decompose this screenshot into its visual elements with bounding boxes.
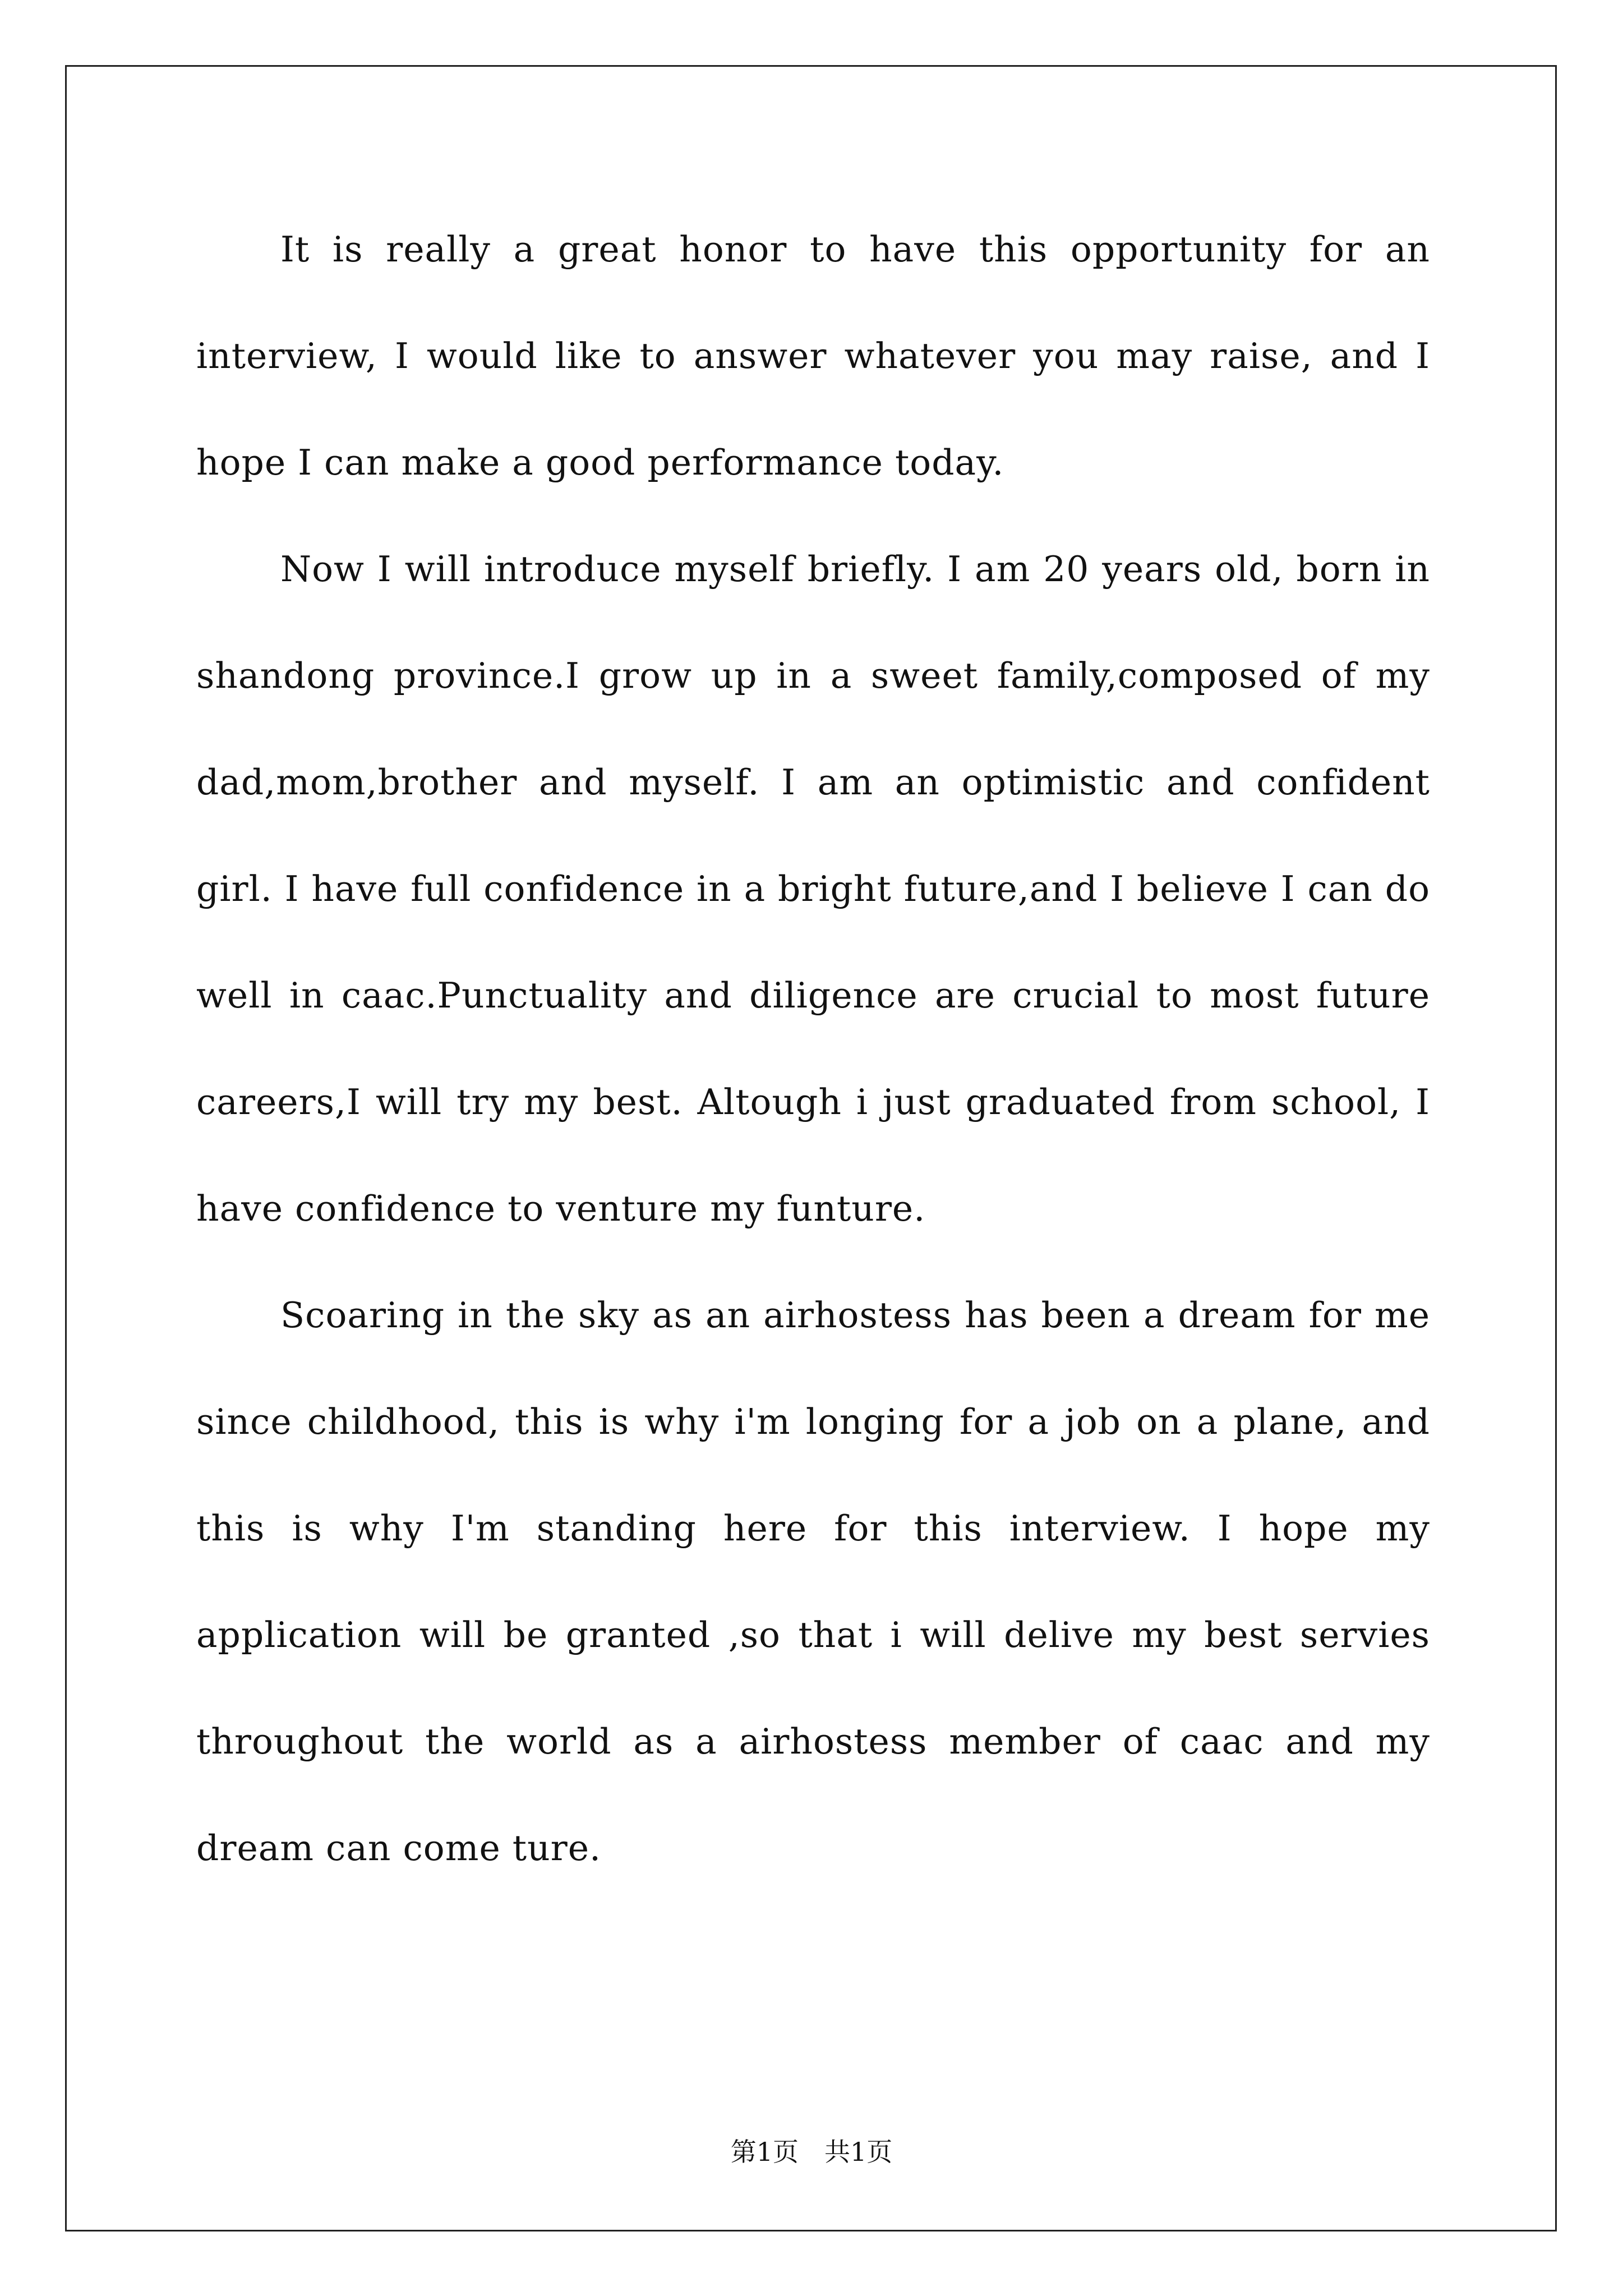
page-number: 第1页: [730, 2137, 799, 2167]
paragraph: Now I will introduce myself briefly. I am 20 years old, born in shandong province.I grow up in a sweet family,composed of my dad,mom,brother and myself. I am an optimistic and confident girl. I have full confidence in a bright future,and I believe I can do well in caac.Punctuality and diligence are crucial to most future careers,I will try my best. Altough i just graduated from school, I have confidence to venture my funture.: [196, 549, 1430, 1229]
total-pages: 共1页: [824, 2137, 893, 2167]
page-footer: [0, 2132, 1623, 2169]
document-body: [196, 196, 1430, 1902]
paragraph: Scoaring in the sky as an airhostess has been a dream for me since childhood, this is why i'm longing for a job on a plane, and this is why I'm standing here for this interview. I hope my application will be granted ,so that i will delive my best servies throughout the world as a airhostess member of caac and my dream can come ture.: [196, 1295, 1430, 1869]
paragraph: It is really a great honor to have this opportunity for an interview, I would like to answer whatever you may raise, and I hope I can make a good performance today.: [196, 229, 1430, 483]
